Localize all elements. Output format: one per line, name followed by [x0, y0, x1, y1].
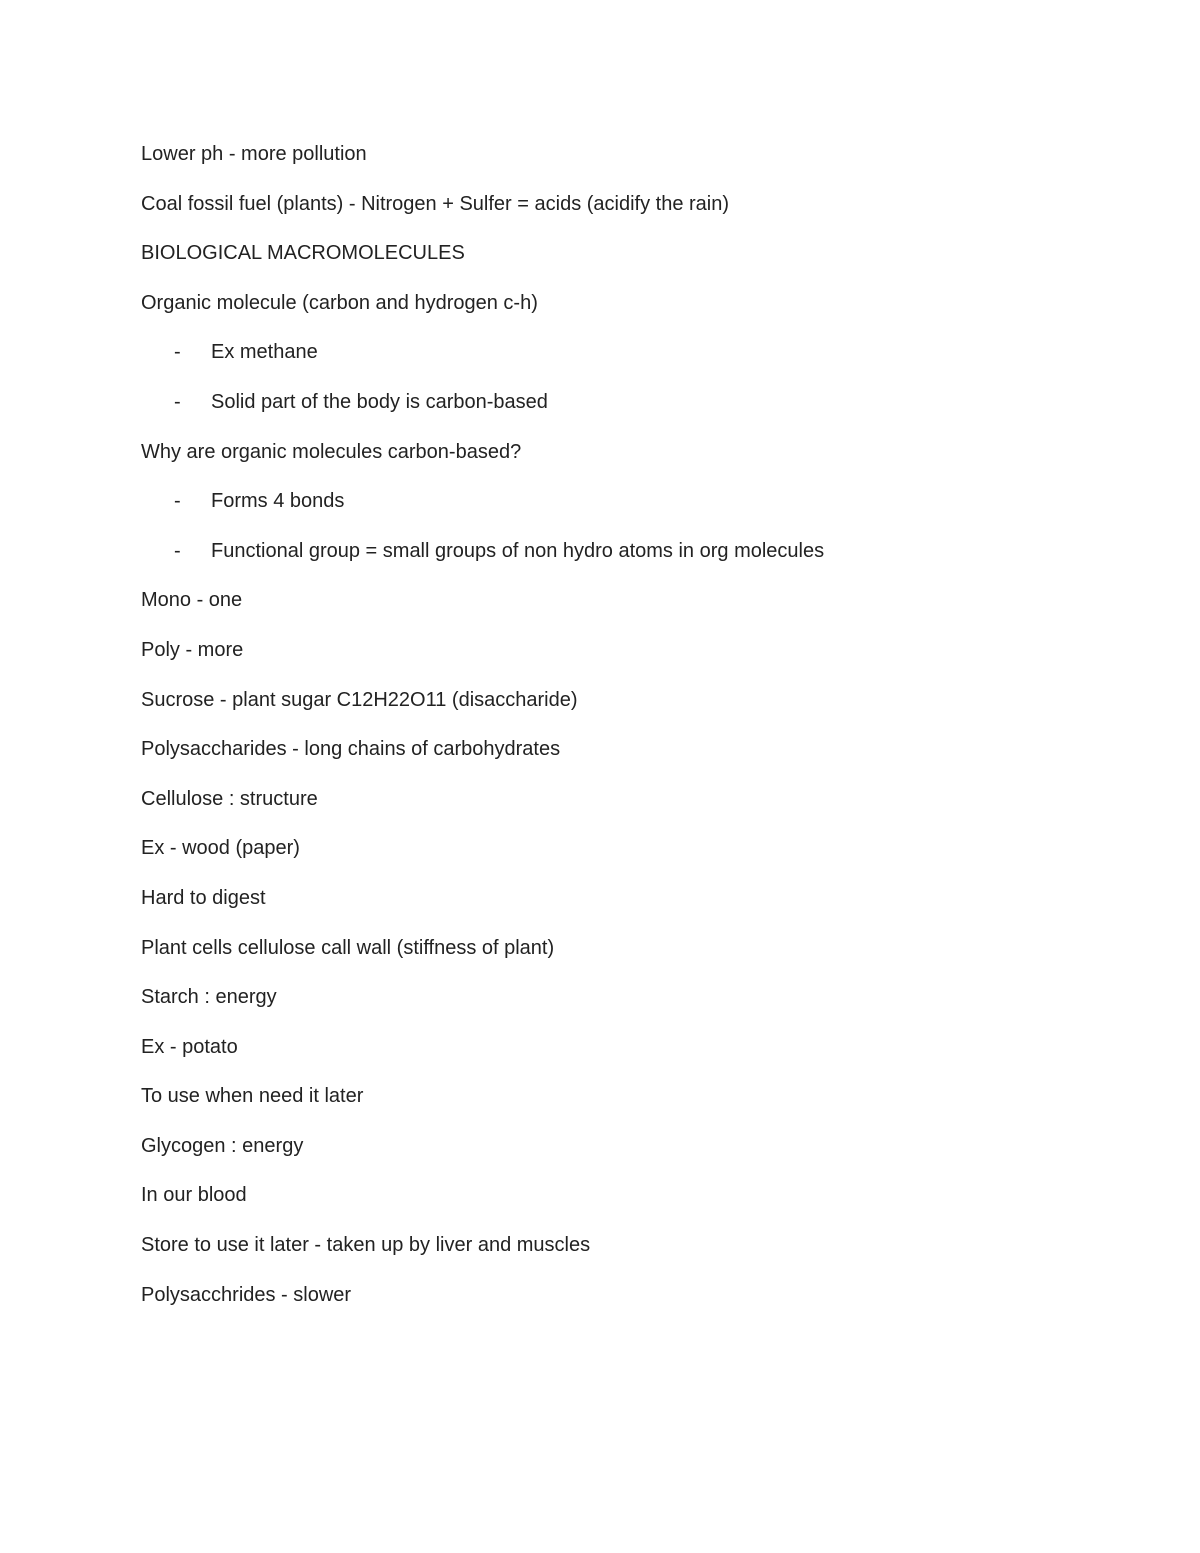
text-line [141, 735, 1091, 785]
line-text: Coal fossil fuel (plants) - Nitrogen + Sulfer = acids (acidify the rain) [141, 192, 730, 215]
line-text: Ex - wood (paper) [141, 837, 300, 860]
bullet-dash: - [174, 490, 181, 513]
text-line [141, 1231, 1091, 1281]
line-text: Hard to digest [141, 886, 266, 909]
text-line [141, 1132, 1091, 1182]
text-line [141, 884, 1091, 934]
line-text: Why are organic molecules carbon-based? [141, 440, 522, 463]
line-text: Solid part of the body is carbon-based [211, 390, 548, 413]
line-text: Starch : energy [141, 986, 277, 1009]
text-line [141, 1033, 1091, 1083]
line-text: Store to use it later - taken up by liver and muscles [141, 1234, 591, 1257]
text-line [141, 983, 1091, 1033]
text-line [141, 636, 1091, 686]
line-text: Polysaccharides - long chains of carbohydrates [141, 738, 561, 761]
line-text: Mono - one [141, 589, 243, 612]
bullet-item [141, 537, 1091, 587]
line-text: Forms 4 bonds [211, 490, 345, 513]
line-text: Organic molecule (carbon and hydrogen c-h) [141, 291, 538, 314]
line-text: Sucrose - plant sugar C12H22O11 (disaccharide) [141, 688, 578, 711]
line-text: Plant cells cellulose call wall (stiffness of plant) [141, 936, 555, 959]
line-text: Ex methane [211, 341, 318, 364]
line-text: In our blood [141, 1184, 247, 1207]
line-text: Cellulose : structure [141, 787, 318, 810]
text-line [141, 586, 1091, 636]
text-line [141, 1082, 1091, 1132]
bullet-dash: - [174, 341, 181, 364]
text-line [141, 785, 1091, 835]
text-line [141, 239, 1091, 289]
text-line [141, 934, 1091, 984]
text-line [141, 1181, 1091, 1231]
text-line [141, 289, 1091, 339]
text-line [141, 834, 1091, 884]
line-text: Lower ph - more pollution [141, 143, 367, 165]
bullet-dash: - [174, 539, 181, 562]
text-line [141, 438, 1091, 488]
text-line [141, 190, 1091, 240]
bullet-item [141, 487, 1091, 537]
text-line [141, 686, 1091, 736]
line-text: BIOLOGICAL MACROMOLECULES [141, 242, 465, 265]
bullet-item [141, 338, 1091, 388]
line-text: Glycogen : energy [141, 1134, 304, 1157]
text-line [141, 140, 1091, 190]
line-text: To use when need it later [141, 1085, 364, 1108]
line-text: Ex - potato [141, 1035, 238, 1058]
line-text: Functional group = small groups of non hydro atoms in org molecules [211, 539, 825, 562]
line-text: Polysacchrides - slower [141, 1283, 352, 1306]
document-body [141, 140, 1091, 1330]
line-text: Poly - more [141, 638, 244, 661]
text-line [141, 1281, 1091, 1331]
bullet-dash: - [174, 390, 181, 413]
bullet-item [141, 388, 1091, 438]
